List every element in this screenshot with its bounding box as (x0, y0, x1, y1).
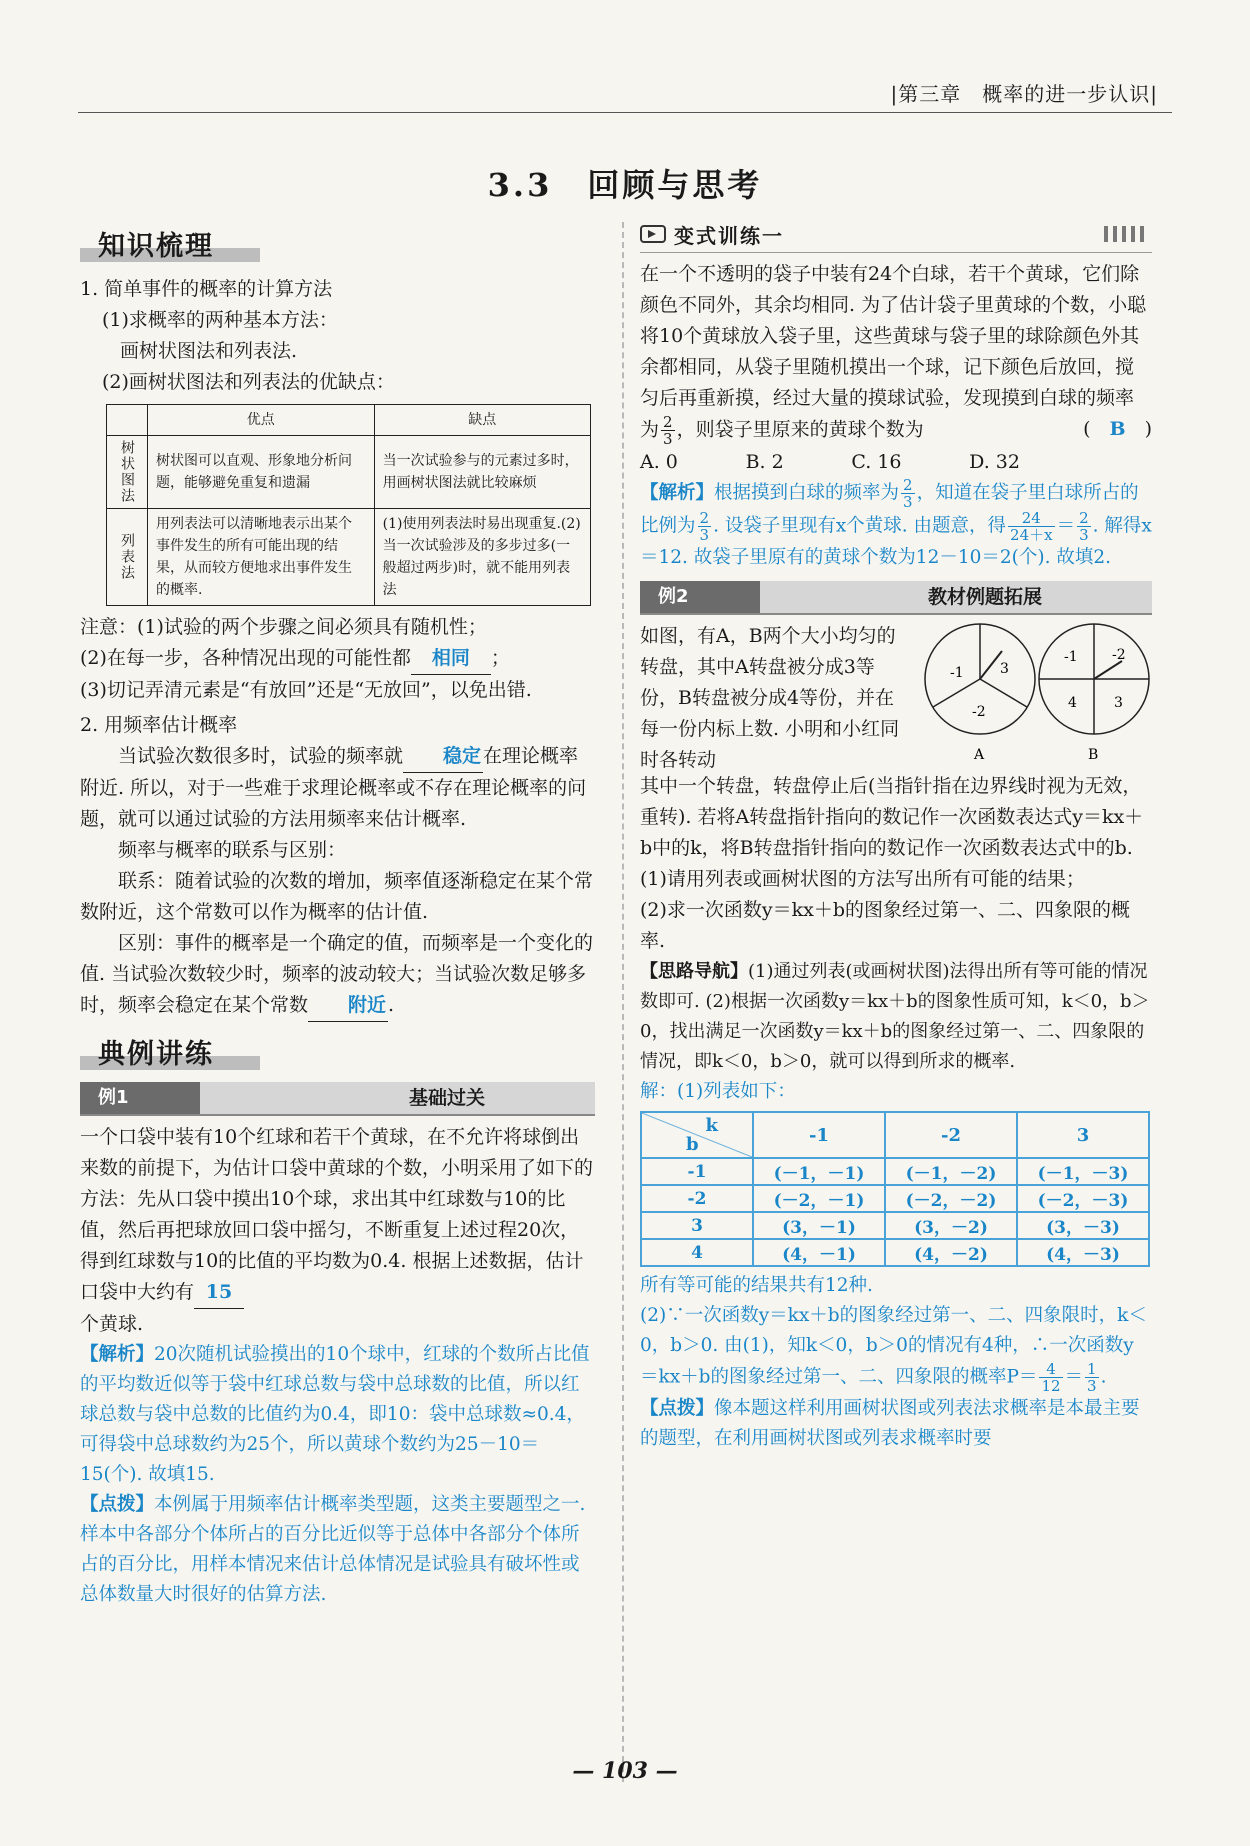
example-label: 例2 (640, 581, 760, 613)
spinner-b-label: B (1088, 747, 1099, 763)
example-1-header (80, 1082, 595, 1116)
table-cell: (3，－2) (885, 1212, 1017, 1239)
spinner-figure (922, 621, 1152, 771)
table-cell: (－2，－1) (753, 1185, 885, 1212)
example-2-tip: 【点拨】像本题这样利用画树状图或列表法求概率是本最主要的题型，在利用画树状图或列表求概率时要 (640, 1398, 1140, 1449)
option-c: C. 16 (851, 451, 902, 473)
col-header: -1 (753, 1112, 885, 1158)
col-header: -2 (885, 1112, 1017, 1158)
chapter-header: |第三章 概率的进一步认识| (890, 82, 1158, 106)
table-cell: (－2，－2) (885, 1185, 1017, 1212)
table-cell: (－1，－2) (885, 1158, 1017, 1185)
header-rule (78, 112, 1172, 113)
page-number: — 103 — (572, 1758, 678, 1784)
example-2-top (640, 621, 1152, 771)
page-title: 3.3 回顾与思考 (487, 166, 763, 204)
spinner-b-num: 4 (1068, 695, 1077, 711)
note-3: (3)切记弄清元素是“有放回”还是“无放回”，以免出错. (80, 679, 532, 701)
example-1-question: 一个口袋中装有10个红球和若干个黄球，在不允许将球倒出来数的前提下，为估计口袋中黄球的个数，小明采用了如下的方法：先从口袋中摸出10个球，求出其中红球数与10的比值，然后再把球放回口袋中摇匀，不断重复上述过程20次，得到红球数与10的比值的平均数为0.4. 根据上述数据，估计口袋中大约有 15 (80, 1122, 595, 1309)
example-label: 例1 (80, 1082, 200, 1114)
example-2-question-cont: 其中一个转盘，转盘停止后(当指针指在边界线时视为无效，重转). 若将A转盘指针指向的数记作一次函数表达式y＝kx＋b中的k，将B转盘指针指向的数记作一次函数表达式中的b. (640, 775, 1144, 859)
left-column (80, 218, 595, 1610)
col-header: 3 (1017, 1112, 1149, 1158)
point-1c: (2)画树状图法和列表法的优缺点： (102, 371, 395, 393)
variant-title: 变式训练一 (674, 224, 784, 248)
right-column (640, 218, 1152, 1454)
section-knowledge (80, 222, 595, 266)
spinner-a-label: A (974, 747, 985, 763)
tree-disadvantage: 当一次试验参与的元素过多时，用画树状图法就比较麻烦 (374, 436, 590, 509)
spinner-a-num: -2 (972, 704, 986, 720)
variant-question: 在一个不透明的袋子中装有24个白球，若干个黄球，它们除颜色不同外，其余均相同. 为了估计袋子里黄球的个数，小聪将10个黄球放入袋子里，这些黄球与袋子里的球除颜色外其余都相同，从袋子里随机摸出一个球，记下颜色后放回，搅匀后再重新摸，经过大量的摸球试验，发现摸到白球的频率为 $\frac{2}{3}$ ，则袋子里原来的黄球个数为 ( B ) (640, 263, 1152, 448)
answer-blank: 稳定 (403, 741, 483, 773)
example-2-question: 如图，有A，B两个大小均匀的转盘，其中A转盘被分成3等份，B转盘被分成4等份，并在每一份内标上数. 小明和小红同时各转动 (640, 625, 900, 771)
column-divider (622, 222, 624, 1782)
table-row (641, 1158, 1149, 1185)
table-cell: (－1，－1) (753, 1158, 885, 1185)
table-cell: (－1，－3) (1017, 1158, 1149, 1185)
spinner-b (1039, 624, 1149, 763)
example-2-part-2: (2)求一次函数y＝kx＋b的图象经过第一、二、四象限的概率. (640, 899, 1131, 952)
spinner-b-num: -2 (1112, 647, 1126, 663)
point-2b: 频率与概率的联系与区别： (118, 839, 347, 861)
note-2: (2)在每一步，各种情况出现的可能性都 相同 ； (80, 643, 595, 675)
option-d: D. 32 (969, 451, 1020, 473)
table-cell: (3，－3) (1017, 1212, 1149, 1239)
thinking-guide: 【思路导航】(1)通过列表(或画树状图)法得出所有等可能的情况数即可. (2)根据一次函数y＝kx＋b的图象性质可知，k＜0，b＞0，找出满足一次函数y＝kx＋b的图象经过第一、二、四象限的情况，即k＜0，b＞0，就可以得到所求的概率. (640, 961, 1150, 1072)
point-1a: (1)求概率的两种基本方法： (102, 309, 338, 331)
point-2d: 区别：事件的概率是一个确定的值，而频率是一个变化的值. 当试验次数较少时，频率的波动较大；当试验次数足够多时，频率会稳定在某个常数 附近 . (80, 928, 595, 1022)
section-title: 知识梳理 (98, 231, 214, 262)
point-2a: 当试验次数很多时，试验的频率就 稳定 在理论概率附近. 所以，对于一些难于求理论概率或不存在理论概率的问题，就可以通过试验的方法用频率来估计概率. (80, 741, 595, 835)
spinner-a-num: 3 (1000, 661, 1009, 677)
solution-table (640, 1111, 1150, 1267)
point-2c: 联系：随着试验的次数的增加，频率值逐渐稳定在某个常数附近，这个常数可以作为概率的估计值. (80, 870, 594, 923)
row-list: 列表法 (107, 509, 148, 606)
section-title: 典例讲练 (98, 1039, 214, 1070)
decor-bars (1104, 226, 1148, 242)
row-header: -2 (641, 1185, 753, 1212)
row-tree: 树状图法 (107, 436, 148, 509)
solution-part-2: (2)∵一次函数y＝kx＋b的图象经过第一、二、四象限时，k＜0，b＞0. 由(1)，知k＜0，b＞0的情况有4种，∴一次函数y＝kx＋b的图象经过第一、二、四象限的概率P＝ $\frac{4}{12}$ ＝ $\frac{1}{3}$ . (640, 1305, 1147, 1395)
table-row (641, 1212, 1149, 1239)
point-1b: 画树状图法和列表法. (120, 340, 298, 362)
fraction: $\frac{1}{3}$ (1087, 1360, 1097, 1395)
fraction: $\frac{2}{3}$ (699, 509, 710, 544)
row-header: 3 (641, 1212, 753, 1239)
row-header: -1 (641, 1158, 753, 1185)
option-b: B. 2 (745, 451, 784, 473)
fraction: $\frac{2}{3}$ (663, 413, 673, 448)
point-2: 2. 用频率估计概率 (80, 714, 238, 736)
table-cell: (－2，－3) (1017, 1185, 1149, 1212)
fraction: $\frac{4}{12}$ (1041, 1360, 1061, 1395)
answer-blank: 附近 (308, 990, 388, 1022)
table-row (641, 1239, 1149, 1266)
arrow-tag-icon (640, 224, 666, 244)
solution-total: 所有等可能的结果共有12种. (640, 1275, 873, 1296)
spinners-svg (922, 621, 1152, 771)
row-header: 4 (641, 1239, 753, 1266)
table-cell: (4，－3) (1017, 1239, 1149, 1266)
corner-cell: k b (641, 1112, 753, 1158)
spinner-a (925, 624, 1035, 763)
note-1: 注意：(1)试验的两个步骤之间必须具有随机性； (80, 616, 487, 638)
option-a: A. 0 (640, 451, 678, 473)
fraction: $\frac{24}{24+x}$ (1010, 509, 1053, 544)
table-cell: (3，－1) (753, 1212, 885, 1239)
variant-analysis: 【解析】根据摸到白球的频率为 $\frac{2}{3}$ ，知道在袋子里白球所占的比例为 $\frac{2}{3}$ . 设袋子里现有x个黄球. 由题意，得 $\frac{24}{24+x}$ ＝ $\frac{2}{3}$ . 解得x＝12. 故袋子里原有的黄球个数为12－10＝2(个). 故填2. (640, 476, 1152, 568)
list-advantage: 用列表法可以清晰地表示出某个事件发生的所有可能出现的结果，从而较方便地求出事件发生的概率. (148, 509, 375, 606)
example-title: 教材例题拓展 (927, 586, 1042, 608)
table-cell: (4，－1) (753, 1239, 885, 1266)
list-disadvantage: (1)使用列表法时易出现重复.(2)当一次试验涉及的多步过多(一般超过两步)时，就不能用列表法 (374, 509, 590, 606)
example-2-header (640, 581, 1152, 615)
example-1-analysis: 【解析】20次随机试验摸出的10个球中，红球的个数所占比值的平均数近似等于袋中红球总数与袋中总球数的比值，所以红球总数与袋中总数的比值约为0.4，即10：袋中总球数≈0.4，可得袋中总球数约为25个，所以黄球个数约为25－10＝15(个). 故填15. (80, 1344, 590, 1485)
spinner-b-num: 3 (1114, 695, 1123, 711)
solution-intro: 解：(1)列表如下： (640, 1081, 796, 1102)
variant-header (640, 218, 1152, 253)
example-title: 基础过关 (408, 1087, 485, 1109)
spinner-b-num: -1 (1064, 649, 1078, 665)
answer-choice: ( B ) (1083, 418, 1152, 440)
header-advantage: 优点 (148, 405, 375, 436)
point-1: 1. 简单事件的概率的计算方法 (80, 278, 333, 300)
comparison-table (106, 404, 591, 606)
answer-blank: 15 (194, 1277, 244, 1309)
example-1-tip: 【点拨】本例属于用频率估计概率类型题，这类主要题型之一. 样本中各部分个体所占的百分比近似等于总体中各部分个体所占的百分比，用样本情况来估计总体情况是试验具有破坏性或总体数量大时很好的估算方法. (80, 1494, 586, 1605)
tree-advantage: 树状图可以直观、形象地分析问题，能够避免重复和遗漏 (148, 436, 375, 509)
example-2-part-1: (1)请用列表或画树状图的方法写出所有可能的结果； (640, 868, 1085, 890)
header-disadvantage: 缺点 (374, 405, 590, 436)
section-examples (80, 1030, 595, 1074)
fraction: $\frac{2}{3}$ (903, 476, 913, 511)
answer-blank: 相同 (411, 643, 491, 675)
options (640, 447, 1020, 477)
table-cell: (4，－2) (885, 1239, 1017, 1266)
example-1-question-end: 个黄球. (80, 1313, 144, 1335)
fraction: $\frac{2}{3}$ (1079, 509, 1089, 544)
table-row (641, 1185, 1149, 1212)
spinner-a-num: -1 (950, 665, 964, 681)
